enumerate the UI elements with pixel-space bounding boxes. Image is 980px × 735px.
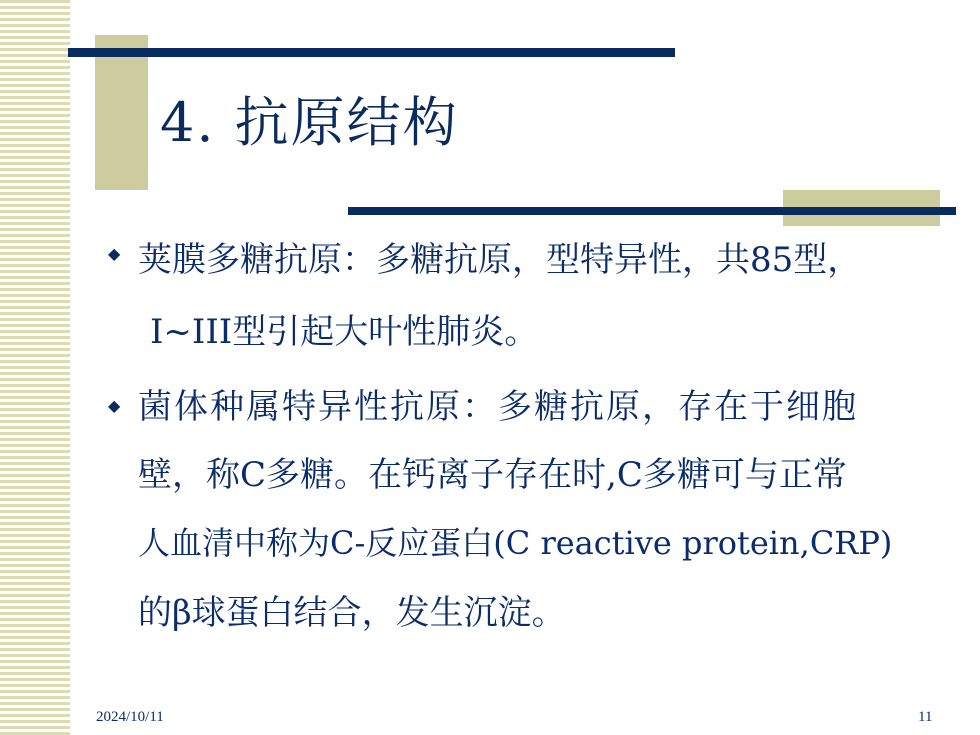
footer-page-number: 11 [918,709,933,725]
slide-title: 4. 抗原结构 [160,91,459,154]
title-accent-block [95,35,148,190]
top-horizontal-rule [68,48,675,57]
bullet-2-line-4: 的β球蛋白结合，发生沉淀。 [138,593,566,633]
bullet-2-line-1: 菌体种属特异性抗原：多糖抗原，存在于细胞 [138,387,858,427]
title-underline-rule [348,207,956,215]
bullet-2-line-2: 壁，称C多糖。在钙离子存在时,C多糖可与正常 [138,455,847,495]
footer-date: 2024/10/11 [96,709,164,725]
bullet-1-line-2: Ⅰ~III型引起大叶性肺炎。 [150,312,539,352]
bullet-2-line-3: 人血清中称为C-反应蛋白(C reactive protein,CRP) [138,524,893,562]
left-stripe-decoration [0,0,70,735]
diamond-icon: ◆ [108,244,121,263]
bullet-1-line-1: 荚膜多糖抗原：多糖抗原，型特异性，共85型， [138,240,862,280]
diamond-icon: ◆ [108,396,121,415]
